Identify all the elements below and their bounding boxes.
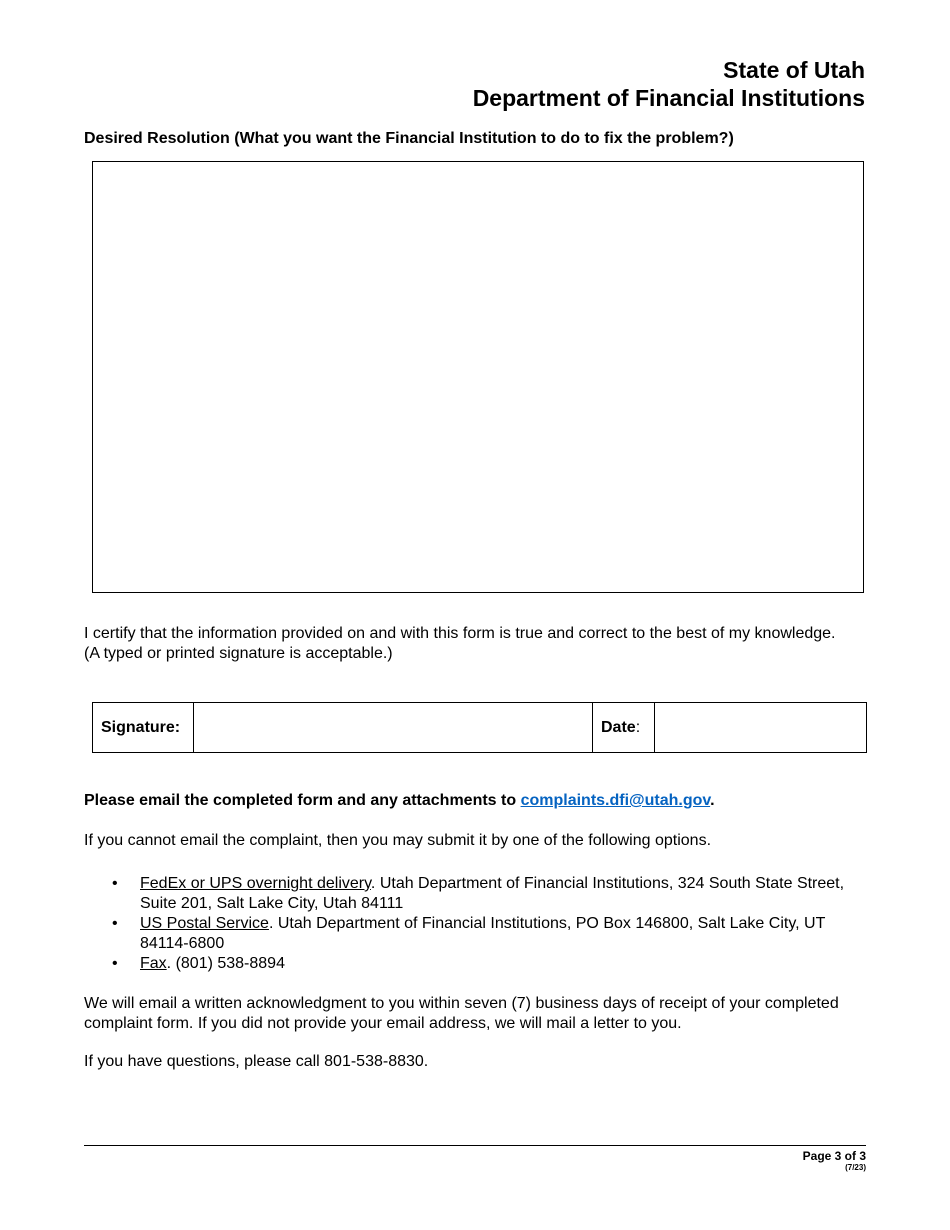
- list-item: [84, 954, 864, 974]
- option-detail: . Utah Department of Financial Institutions, 324 South State Street, Suite 201, Salt Lake City, Utah 84111: [140, 875, 845, 912]
- bullet-icon: •: [112, 915, 118, 932]
- option-method: US Postal Service: [140, 915, 269, 932]
- date-label: Date: [601, 718, 636, 736]
- bullet-icon: •: [112, 955, 118, 972]
- acknowledgment-text: We will email a written acknowledgment to you within seven (7) business days of receipt of your completed complaint form. If you did not provide your email address, we will mail a letter to you.: [84, 995, 839, 1032]
- date-label-colon: :: [635, 718, 641, 736]
- department-title: Department of Financial Institutions: [472, 85, 865, 111]
- certification-statement: I certify that the information provided on and with this form is true and correct to the best of my knowledge. (A typed or printed signature is acceptable.): [84, 625, 836, 662]
- date-label-cell: [593, 703, 655, 753]
- complaints-email-link[interactable]: complaints.dfi@utah.gov: [520, 792, 711, 809]
- email-instruction-period: .: [710, 792, 715, 809]
- date-field[interactable]: [655, 703, 867, 753]
- list-item: [84, 914, 864, 954]
- alternative-submission-text: If you cannot email the complaint, then you may submit it by one of the following options.: [84, 832, 712, 849]
- signature-field[interactable]: [194, 703, 593, 753]
- list-item: [84, 874, 864, 914]
- revision-date: (7/23): [845, 1163, 866, 1172]
- option-detail: . Utah Department of Financial Institutions, PO Box 146800, Salt Lake City, UT 84114-6800: [140, 915, 826, 952]
- option-method: Fax: [140, 955, 167, 972]
- state-title: State of Utah: [723, 57, 865, 83]
- signature-table: [92, 702, 867, 753]
- footer-divider: [84, 1145, 866, 1146]
- email-instruction-text: Please email the completed form and any attachments to: [84, 792, 521, 809]
- page-header: [473, 56, 865, 112]
- desired-resolution-field[interactable]: [92, 161, 864, 593]
- signature-label: Signature:: [93, 703, 194, 753]
- submission-options-list: [84, 874, 864, 974]
- page-number: Page 3 of 3: [802, 1149, 866, 1163]
- questions-text: If you have questions, please call 801-538-8830.: [84, 1053, 429, 1070]
- bullet-icon: •: [112, 875, 118, 892]
- desired-resolution-label: Desired Resolution (What you want the Financial Institution to do to fix the problem?): [84, 130, 734, 147]
- option-method: FedEx or UPS overnight delivery: [140, 875, 371, 892]
- option-detail: . (801) 538-8894: [166, 955, 285, 972]
- email-instruction: [84, 792, 715, 810]
